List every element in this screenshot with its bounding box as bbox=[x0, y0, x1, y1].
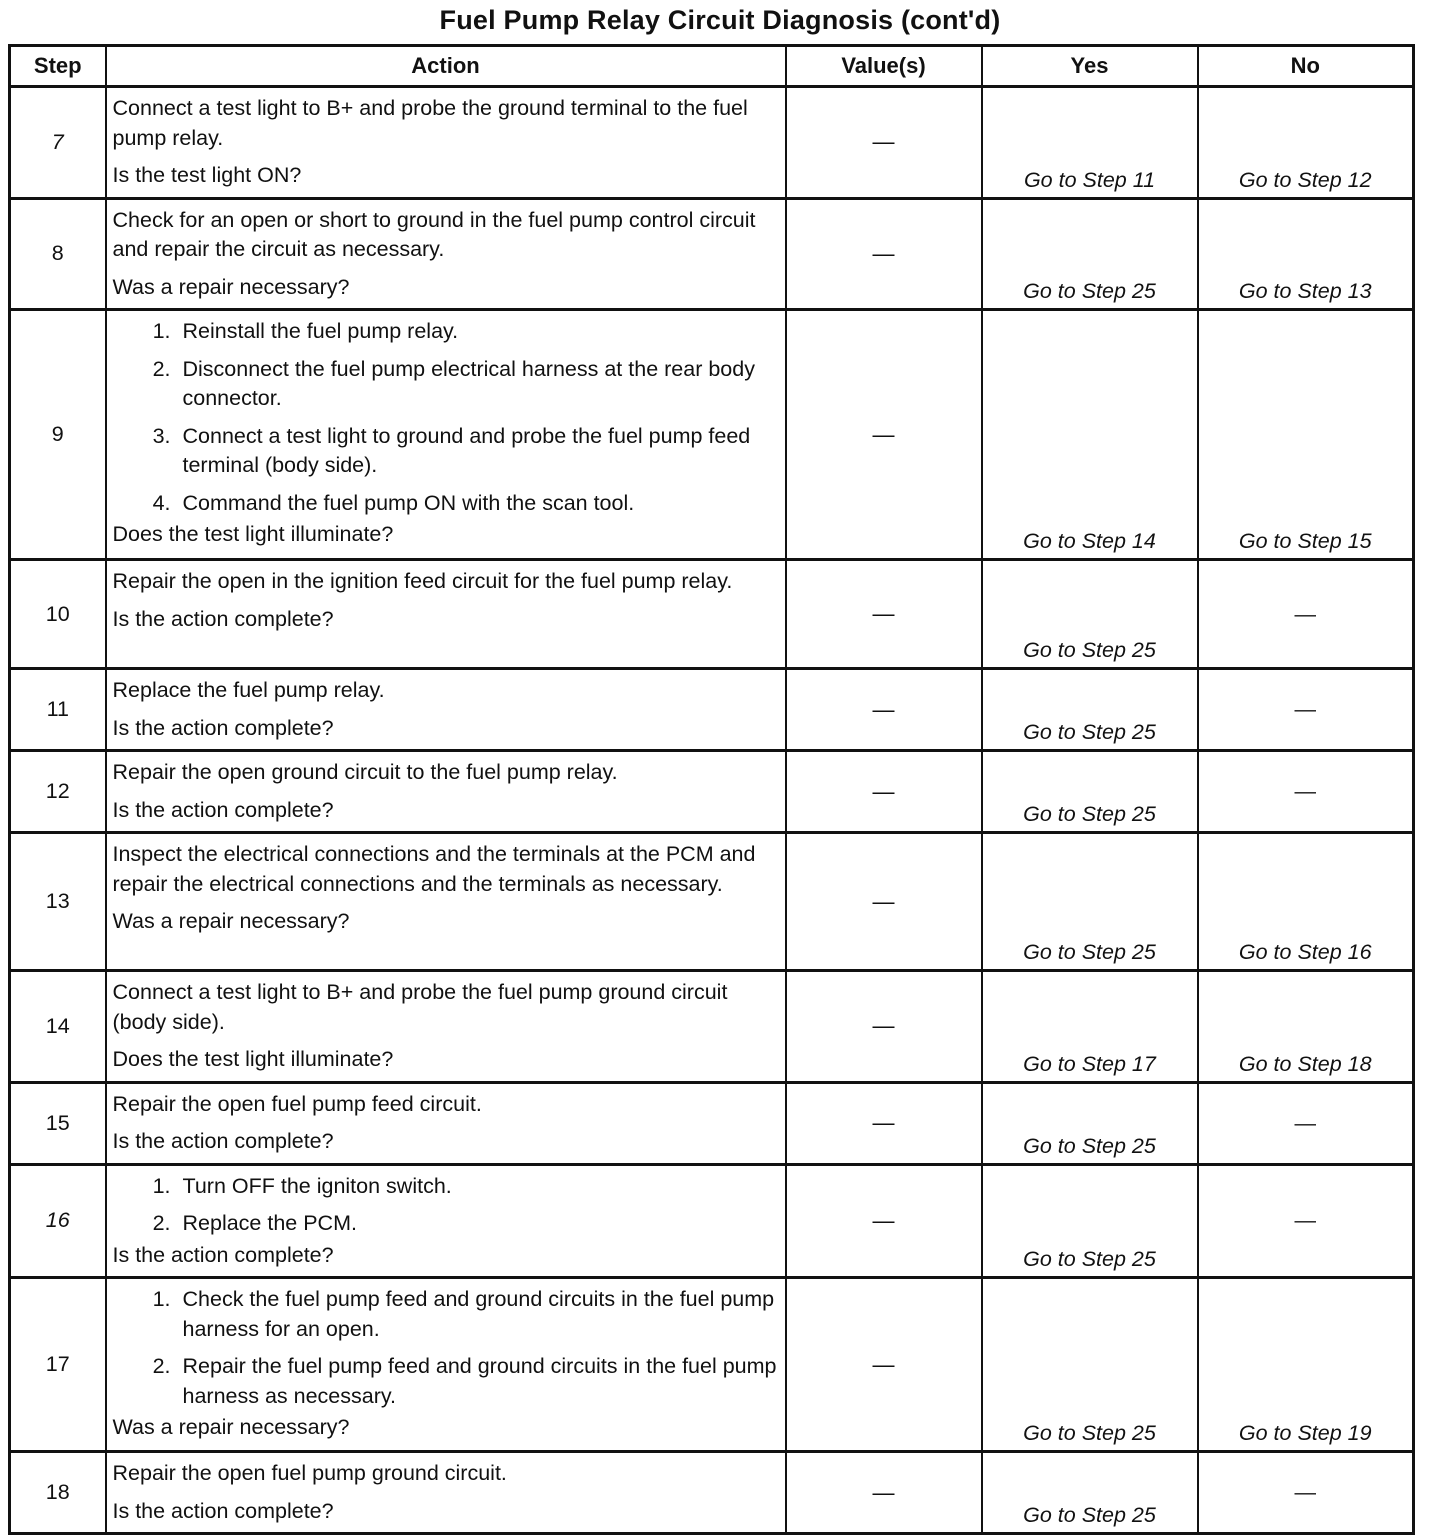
step-number: 13 bbox=[10, 833, 106, 971]
value-cell: — bbox=[786, 751, 982, 833]
step-number: 8 bbox=[10, 198, 106, 310]
yes-cell: Go to Step 25 bbox=[982, 1278, 1198, 1452]
header-yes: Yes bbox=[982, 46, 1198, 87]
header-step: Step bbox=[10, 46, 106, 87]
step-number: 12 bbox=[10, 751, 106, 833]
action-cell bbox=[106, 1082, 786, 1164]
header-row bbox=[10, 46, 1414, 87]
action-cell bbox=[106, 1164, 786, 1278]
yes-cell: Go to Step 11 bbox=[982, 87, 1198, 199]
value-cell: — bbox=[786, 1082, 982, 1164]
table-row bbox=[10, 560, 1414, 669]
no-cell: Go to Step 16 bbox=[1198, 833, 1414, 971]
action-text: Repair the open fuel pump ground circuit. bbox=[112, 1461, 507, 1485]
action-cell bbox=[106, 971, 786, 1083]
step-number: 7 bbox=[10, 87, 106, 199]
table-row bbox=[10, 833, 1414, 971]
action-cell bbox=[106, 198, 786, 310]
yes-cell: Go to Step 25 bbox=[982, 1164, 1198, 1278]
step-number: 9 bbox=[10, 310, 106, 560]
action-text: Repair the open fuel pump feed circuit. bbox=[112, 1091, 482, 1116]
table-row bbox=[10, 198, 1414, 310]
value-cell: — bbox=[786, 669, 982, 751]
action-text: Check for an open or short to ground in the fuel pump control circuit and repair the circuit as necessary. bbox=[112, 207, 756, 261]
no-cell: Go to Step 13 bbox=[1198, 198, 1414, 310]
action-cell bbox=[106, 1278, 786, 1452]
table-row bbox=[10, 1164, 1414, 1278]
yes-cell: Go to Step 25 bbox=[982, 1452, 1198, 1534]
value-cell: — bbox=[786, 198, 982, 310]
yes-cell: Go to Step 25 bbox=[982, 833, 1198, 971]
no-cell: Go to Step 19 bbox=[1198, 1278, 1414, 1452]
action-question: Is the action complete? bbox=[112, 715, 334, 740]
action-step-item: 2. Repair the fuel pump feed and ground circuits in the fuel pump harness as necessary. bbox=[177, 1352, 779, 1411]
table-row bbox=[10, 1452, 1414, 1534]
action-text: Repair the open in the ignition feed circuit for the fuel pump relay. bbox=[112, 569, 733, 593]
no-cell: — bbox=[1198, 751, 1414, 833]
step-number: 16 bbox=[10, 1164, 106, 1278]
action-step-item: 3. Connect a test light to ground and probe the fuel pump feed terminal (body side). bbox=[177, 422, 779, 481]
action-text: Connect a test light to B+ and probe the fuel pump ground circuit (body side). bbox=[112, 980, 728, 1034]
action-question: Does the test light illuminate? bbox=[112, 522, 394, 546]
action-step-item: 2. Disconnect the fuel pump electrical harness at the rear body connector. bbox=[177, 355, 779, 414]
action-question: Is the action complete? bbox=[112, 1242, 334, 1267]
action-cell bbox=[106, 751, 786, 833]
no-cell: Go to Step 18 bbox=[1198, 971, 1414, 1083]
table-row bbox=[10, 87, 1414, 199]
no-cell: — bbox=[1198, 1452, 1414, 1534]
yes-cell: Go to Step 25 bbox=[982, 1082, 1198, 1164]
step-number: 15 bbox=[10, 1082, 106, 1164]
table-row bbox=[10, 971, 1414, 1083]
table-row bbox=[10, 751, 1414, 833]
action-cell bbox=[106, 87, 786, 199]
step-number: 10 bbox=[10, 560, 106, 669]
action-text: Replace the fuel pump relay. bbox=[112, 678, 385, 702]
action-question: Is the action complete? bbox=[112, 797, 334, 822]
no-cell: — bbox=[1198, 1164, 1414, 1278]
value-cell: — bbox=[786, 833, 982, 971]
action-text: Repair the open ground circuit to the fuel pump relay. bbox=[112, 760, 618, 784]
table-row bbox=[10, 310, 1414, 560]
action-step-item: 1. Check the fuel pump feed and ground circuits in the fuel pump harness for an open. bbox=[177, 1285, 779, 1344]
no-cell: Go to Step 15 bbox=[1198, 310, 1414, 560]
header-values: Value(s) bbox=[786, 46, 982, 87]
value-cell: — bbox=[786, 1164, 982, 1278]
action-step-item: 1. Turn OFF the igniton switch. bbox=[177, 1172, 779, 1202]
no-cell: — bbox=[1198, 669, 1414, 751]
value-cell: — bbox=[786, 1452, 982, 1534]
action-step-item: 4. Command the fuel pump ON with the scan tool. bbox=[177, 489, 779, 519]
action-question: Was a repair necessary? bbox=[112, 274, 350, 299]
value-cell: — bbox=[786, 560, 982, 669]
step-number: 14 bbox=[10, 971, 106, 1083]
action-question: Was a repair necessary? bbox=[112, 1415, 350, 1439]
action-question: Is the action complete? bbox=[112, 1498, 334, 1523]
action-steps bbox=[113, 317, 779, 518]
header-no: No bbox=[1198, 46, 1414, 87]
action-steps bbox=[113, 1172, 779, 1239]
no-cell: — bbox=[1198, 1082, 1414, 1164]
header-action: Action bbox=[106, 46, 786, 87]
diagnosis-table bbox=[8, 44, 1415, 1535]
yes-cell: Go to Step 25 bbox=[982, 560, 1198, 669]
action-question: Is the action complete? bbox=[112, 1129, 334, 1153]
page-title: Fuel Pump Relay Circuit Diagnosis (cont'd) bbox=[439, 5, 1001, 35]
action-question: Is the test light ON? bbox=[112, 163, 302, 187]
action-step-item: 1. Reinstall the fuel pump relay. bbox=[177, 317, 779, 347]
table-row bbox=[10, 1082, 1414, 1164]
table-row bbox=[10, 1278, 1414, 1452]
action-cell bbox=[106, 669, 786, 751]
action-cell bbox=[106, 833, 786, 971]
yes-cell: Go to Step 14 bbox=[982, 310, 1198, 560]
no-cell: — bbox=[1198, 560, 1414, 669]
action-question: Is the action complete? bbox=[112, 606, 334, 631]
value-cell: — bbox=[786, 1278, 982, 1452]
value-cell: — bbox=[786, 87, 982, 199]
step-number: 18 bbox=[10, 1452, 106, 1534]
table-row bbox=[10, 669, 1414, 751]
step-number: 17 bbox=[10, 1278, 106, 1452]
action-text: Inspect the electrical connections and the terminals at the PCM and repair the electrical connections and the terminals as necessary. bbox=[112, 842, 756, 896]
step-number: 11 bbox=[10, 669, 106, 751]
no-cell: Go to Step 12 bbox=[1198, 87, 1414, 199]
yes-cell: Go to Step 25 bbox=[982, 751, 1198, 833]
action-cell bbox=[106, 310, 786, 560]
action-text: Connect a test light to B+ and probe the ground terminal to the fuel pump relay. bbox=[112, 96, 748, 150]
action-steps bbox=[113, 1285, 779, 1411]
action-question: Does the test light illuminate? bbox=[112, 1047, 394, 1071]
value-cell: — bbox=[786, 971, 982, 1083]
yes-cell: Go to Step 25 bbox=[982, 669, 1198, 751]
action-cell bbox=[106, 560, 786, 669]
yes-cell: Go to Step 25 bbox=[982, 198, 1198, 310]
value-cell: — bbox=[786, 310, 982, 560]
action-step-item: 2. Replace the PCM. bbox=[177, 1209, 779, 1239]
action-question: Was a repair necessary? bbox=[112, 909, 350, 933]
yes-cell: Go to Step 17 bbox=[982, 971, 1198, 1083]
action-cell bbox=[106, 1452, 786, 1534]
